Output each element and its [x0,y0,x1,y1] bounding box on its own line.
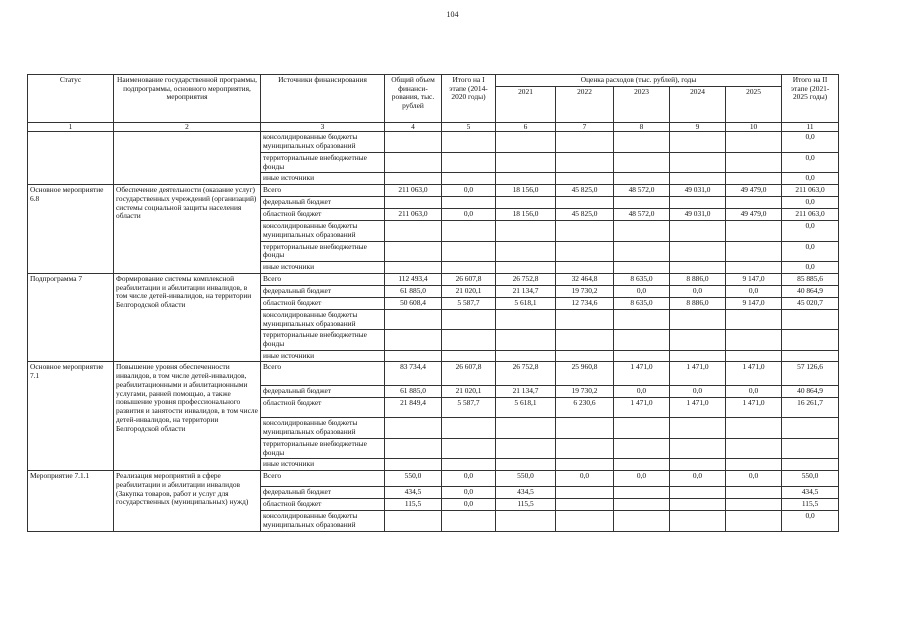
row-value [385,262,442,274]
row-status: Основное мероприятие 7.1 [28,362,114,471]
row-value [442,438,496,458]
row-source: иные источники [261,262,385,274]
row-value [670,132,726,152]
row-value [670,262,726,274]
row-value: 26 607,8 [442,362,496,386]
row-value: 45 825,0 [556,185,614,197]
row-value [726,197,782,209]
header-status: Статус [28,75,114,123]
row-value: 21 849,4 [385,398,442,418]
row-value [556,197,614,209]
row-value: 49 031,0 [670,185,726,197]
row-value: 40 864,9 [782,285,839,297]
row-value: 6 230,6 [556,398,614,418]
row-value [614,241,670,261]
row-value: 26 752,8 [496,362,556,386]
row-value: 61 885,0 [385,386,442,398]
table-row [28,132,839,152]
row-value [496,173,556,185]
row-value: 48 572,0 [614,209,670,221]
row-value [385,350,442,362]
row-status: Основное мероприятие 6.8 [28,185,114,274]
row-status: Мероприятие 7.1.1 [28,471,114,531]
row-name: Обеспечение деятельности (оказание услуг) государственных учреждений (организаций) системы социальной защиты населения области [114,185,261,274]
row-value [782,309,839,329]
row-source: консолидированные бюджеты муниципальных образований [261,132,385,152]
row-value [556,487,614,499]
row-value [496,152,556,172]
table-body [28,132,839,531]
row-value [614,459,670,471]
row-value: 0,0 [782,511,839,531]
row-value [670,330,726,350]
row-value [496,459,556,471]
row-value [556,459,614,471]
row-value [442,330,496,350]
row-value: 115,5 [782,499,839,511]
row-value [726,487,782,499]
row-value [670,197,726,209]
row-value [782,330,839,350]
row-value: 8 635,0 [614,297,670,309]
column-number: 6 [496,122,556,132]
financing-table [27,74,839,532]
row-value [726,173,782,185]
row-value: 5 618,1 [496,297,556,309]
row-value: 211 063,0 [782,209,839,221]
row-value: 0,0 [670,386,726,398]
column-number: 7 [556,122,614,132]
row-value: 550,0 [782,471,839,487]
row-value [442,459,496,471]
row-value: 48 572,0 [614,185,670,197]
row-value [670,173,726,185]
row-value: 434,5 [385,487,442,499]
row-value: 0,0 [782,262,839,274]
row-value: 1 471,0 [726,398,782,418]
row-value [782,459,839,471]
row-value: 21 020,1 [442,386,496,398]
row-value [442,221,496,241]
row-source: Всего [261,185,385,197]
row-value [442,262,496,274]
row-value: 115,5 [385,499,442,511]
row-value [556,132,614,152]
header-name: Наименование государственной программы, подпрограммы, основного мероприятия, мероприятия [114,75,261,123]
row-value [782,418,839,438]
row-value: 85 885,6 [782,273,839,285]
row-value [614,221,670,241]
row-source: федеральный бюджет [261,285,385,297]
row-value: 12 734,6 [556,297,614,309]
header-year: 2023 [614,86,670,122]
header-stage2: Итого на II этапе (2021-2025 годы) [782,75,839,123]
row-value: 9 147,0 [726,297,782,309]
row-value: 0,0 [782,221,839,241]
row-value: 21 134,7 [496,285,556,297]
row-status: Подпрограмма 7 [28,273,114,362]
row-value [442,511,496,531]
row-value [496,197,556,209]
row-value [670,487,726,499]
row-value: 16 261,7 [782,398,839,418]
header-year: 2025 [726,86,782,122]
row-value [442,152,496,172]
row-value [556,418,614,438]
row-value [670,241,726,261]
row-value: 0,0 [442,185,496,197]
row-value [726,499,782,511]
row-value: 45 825,0 [556,209,614,221]
row-source: территориальные внебюджетные фонды [261,330,385,350]
row-value: 8 635,0 [614,273,670,285]
row-value: 1 471,0 [670,398,726,418]
column-number: 2 [114,122,261,132]
row-value [614,309,670,329]
row-value [556,221,614,241]
row-value: 115,5 [496,499,556,511]
row-value: 0,0 [670,285,726,297]
row-value: 0,0 [726,285,782,297]
row-name: Повышение уровня обеспеченности инвалидов, в том числе детей-инвалидов, реабилитационными и абилитационными услугами, ранней помощью, а также повышение уровня профессионального развития и занятости инвалидов, в том числе детей-инвалидов, на территории Белгородской области [114,362,261,471]
row-value [556,499,614,511]
row-value: 0,0 [556,471,614,487]
row-value: 0,0 [442,209,496,221]
row-value [442,197,496,209]
row-value [496,241,556,261]
row-value [385,241,442,261]
row-value: 1 471,0 [614,362,670,386]
row-value: 5 587,7 [442,297,496,309]
row-value [614,499,670,511]
row-value [726,350,782,362]
row-value [385,418,442,438]
row-value [726,511,782,531]
row-source: территориальные внебюджетные фонды [261,438,385,458]
row-value: 211 063,0 [385,185,442,197]
row-value: 0,0 [614,386,670,398]
header-total: Общий объем финанси-рования, тыс. рублей [385,75,442,123]
column-number: 9 [670,122,726,132]
column-number: 4 [385,122,442,132]
row-value: 0,0 [726,386,782,398]
row-value [496,221,556,241]
row-value [385,152,442,172]
row-value [670,221,726,241]
row-value [556,152,614,172]
row-source: консолидированные бюджеты муниципальных образований [261,511,385,531]
row-value: 50 608,4 [385,297,442,309]
table-row [28,362,839,386]
column-number: 3 [261,122,385,132]
row-source: областной бюджет [261,398,385,418]
row-value [385,459,442,471]
row-value [496,262,556,274]
row-value: 18 156,0 [496,185,556,197]
header-estimate: Оценка расходов (тыс. рублей), годы [496,75,782,87]
row-value [614,418,670,438]
row-source: иные источники [261,350,385,362]
row-value: 49 479,0 [726,185,782,197]
row-value [556,330,614,350]
row-value [726,241,782,261]
row-value [442,241,496,261]
row-source: областной бюджет [261,297,385,309]
row-value [726,438,782,458]
row-value: 434,5 [496,487,556,499]
row-source: областной бюджет [261,209,385,221]
row-value [614,152,670,172]
row-value [385,511,442,531]
column-number: 11 [782,122,839,132]
row-value: 57 126,6 [782,362,839,386]
row-source: областной бюджет [261,499,385,511]
row-value [385,330,442,350]
row-value: 1 471,0 [726,362,782,386]
row-source: федеральный бюджет [261,487,385,499]
row-value [385,197,442,209]
row-value [670,511,726,531]
row-value: 25 960,8 [556,362,614,386]
row-value [726,309,782,329]
row-value: 32 464,8 [556,273,614,285]
table-row [28,185,839,197]
row-value [556,241,614,261]
row-value [614,262,670,274]
column-number: 10 [726,122,782,132]
row-value: 61 885,0 [385,285,442,297]
column-number: 1 [28,122,114,132]
row-value [670,438,726,458]
row-value: 26 752,8 [496,273,556,285]
row-value: 21 134,7 [496,386,556,398]
row-value [614,330,670,350]
column-number: 8 [614,122,670,132]
row-value [670,418,726,438]
row-value [726,221,782,241]
row-value: 0,0 [670,471,726,487]
row-value [442,418,496,438]
row-value [556,350,614,362]
row-value [496,438,556,458]
row-value: 40 864,9 [782,386,839,398]
row-value: 5 587,7 [442,398,496,418]
row-value [670,499,726,511]
row-value: 8 886,0 [670,273,726,285]
row-value: 0,0 [782,241,839,261]
row-source: консолидированные бюджеты муниципальных образований [261,418,385,438]
row-value [556,173,614,185]
row-value: 26 607,8 [442,273,496,285]
row-value: 550,0 [496,471,556,487]
row-value: 112 493,4 [385,273,442,285]
row-value [496,418,556,438]
row-value [385,173,442,185]
row-name: Реализация мероприятий в сфере реабилитации и абилитации инвалидов (Закупка товаров, работ и услуг для государственных (муниципальных) нужд) [114,471,261,531]
row-value [670,459,726,471]
row-value: 19 730,2 [556,386,614,398]
row-value [556,511,614,531]
table-row [28,273,839,285]
row-source: консолидированные бюджеты муниципальных образований [261,221,385,241]
row-source: Всего [261,471,385,487]
row-value: 5 618,1 [496,398,556,418]
row-value: 0,0 [782,152,839,172]
row-value: 434,5 [782,487,839,499]
row-source: Всего [261,273,385,285]
row-value [496,330,556,350]
row-value [442,309,496,329]
header-row [28,75,839,87]
row-source: территориальные внебюджетные фонды [261,241,385,261]
row-source: иные источники [261,173,385,185]
row-value: 8 886,0 [670,297,726,309]
row-value: 45 020,7 [782,297,839,309]
row-value [614,350,670,362]
row-value [442,173,496,185]
row-value [670,350,726,362]
row-source: федеральный бюджет [261,386,385,398]
row-value [726,152,782,172]
row-status [28,132,114,185]
row-value [726,262,782,274]
row-value: 0,0 [442,471,496,487]
row-value: 1 471,0 [614,398,670,418]
row-source: территориальные внебюджетные фонды [261,152,385,172]
row-value [782,438,839,458]
row-value [670,309,726,329]
row-value: 1 471,0 [670,362,726,386]
row-value: 211 063,0 [385,209,442,221]
row-value: 0,0 [614,471,670,487]
row-value [496,132,556,152]
row-value [726,459,782,471]
row-value [385,221,442,241]
row-value [614,511,670,531]
row-value: 21 020,1 [442,285,496,297]
header-source: Источники финансирования [261,75,385,123]
row-source: Всего [261,362,385,386]
row-value: 49 031,0 [670,209,726,221]
page-number: 104 [446,10,459,19]
row-value: 0,0 [442,487,496,499]
row-value [496,309,556,329]
row-value [614,197,670,209]
row-value: 0,0 [782,173,839,185]
row-value: 0,0 [614,285,670,297]
row-value: 9 147,0 [726,273,782,285]
row-value [614,438,670,458]
row-source: федеральный бюджет [261,197,385,209]
row-value [614,173,670,185]
header-year: 2021 [496,86,556,122]
row-value [442,132,496,152]
row-value [726,418,782,438]
row-value: 211 063,0 [782,185,839,197]
row-value [782,350,839,362]
header-year: 2024 [670,86,726,122]
table-row [28,471,839,487]
row-value [385,132,442,152]
row-value: 0,0 [782,197,839,209]
header-stage1: Итого на I этапе (2014-2020 годы) [442,75,496,123]
row-value [556,438,614,458]
row-value [556,262,614,274]
row-value: 18 156,0 [496,209,556,221]
row-value [556,309,614,329]
row-source: иные источники [261,459,385,471]
column-number: 5 [442,122,496,132]
row-value [385,438,442,458]
row-value: 49 479,0 [726,209,782,221]
row-value: 83 734,4 [385,362,442,386]
row-name [114,132,261,185]
row-value [442,350,496,362]
row-value [496,350,556,362]
header-year: 2022 [556,86,614,122]
row-value [670,152,726,172]
column-number-row [28,122,839,132]
row-source: консолидированные бюджеты муниципальных образований [261,309,385,329]
row-value: 550,0 [385,471,442,487]
row-value: 19 730,2 [556,285,614,297]
row-value [614,487,670,499]
row-value [726,330,782,350]
row-name: Формирование системы комплексной реабилитации и абилитации инвалидов, в том числе детей-инвалидов, на территории Белгородской области [114,273,261,362]
row-value [614,132,670,152]
row-value: 0,0 [726,471,782,487]
row-value: 0,0 [442,499,496,511]
row-value [496,511,556,531]
row-value [726,132,782,152]
row-value: 0,0 [782,132,839,152]
row-value [385,309,442,329]
